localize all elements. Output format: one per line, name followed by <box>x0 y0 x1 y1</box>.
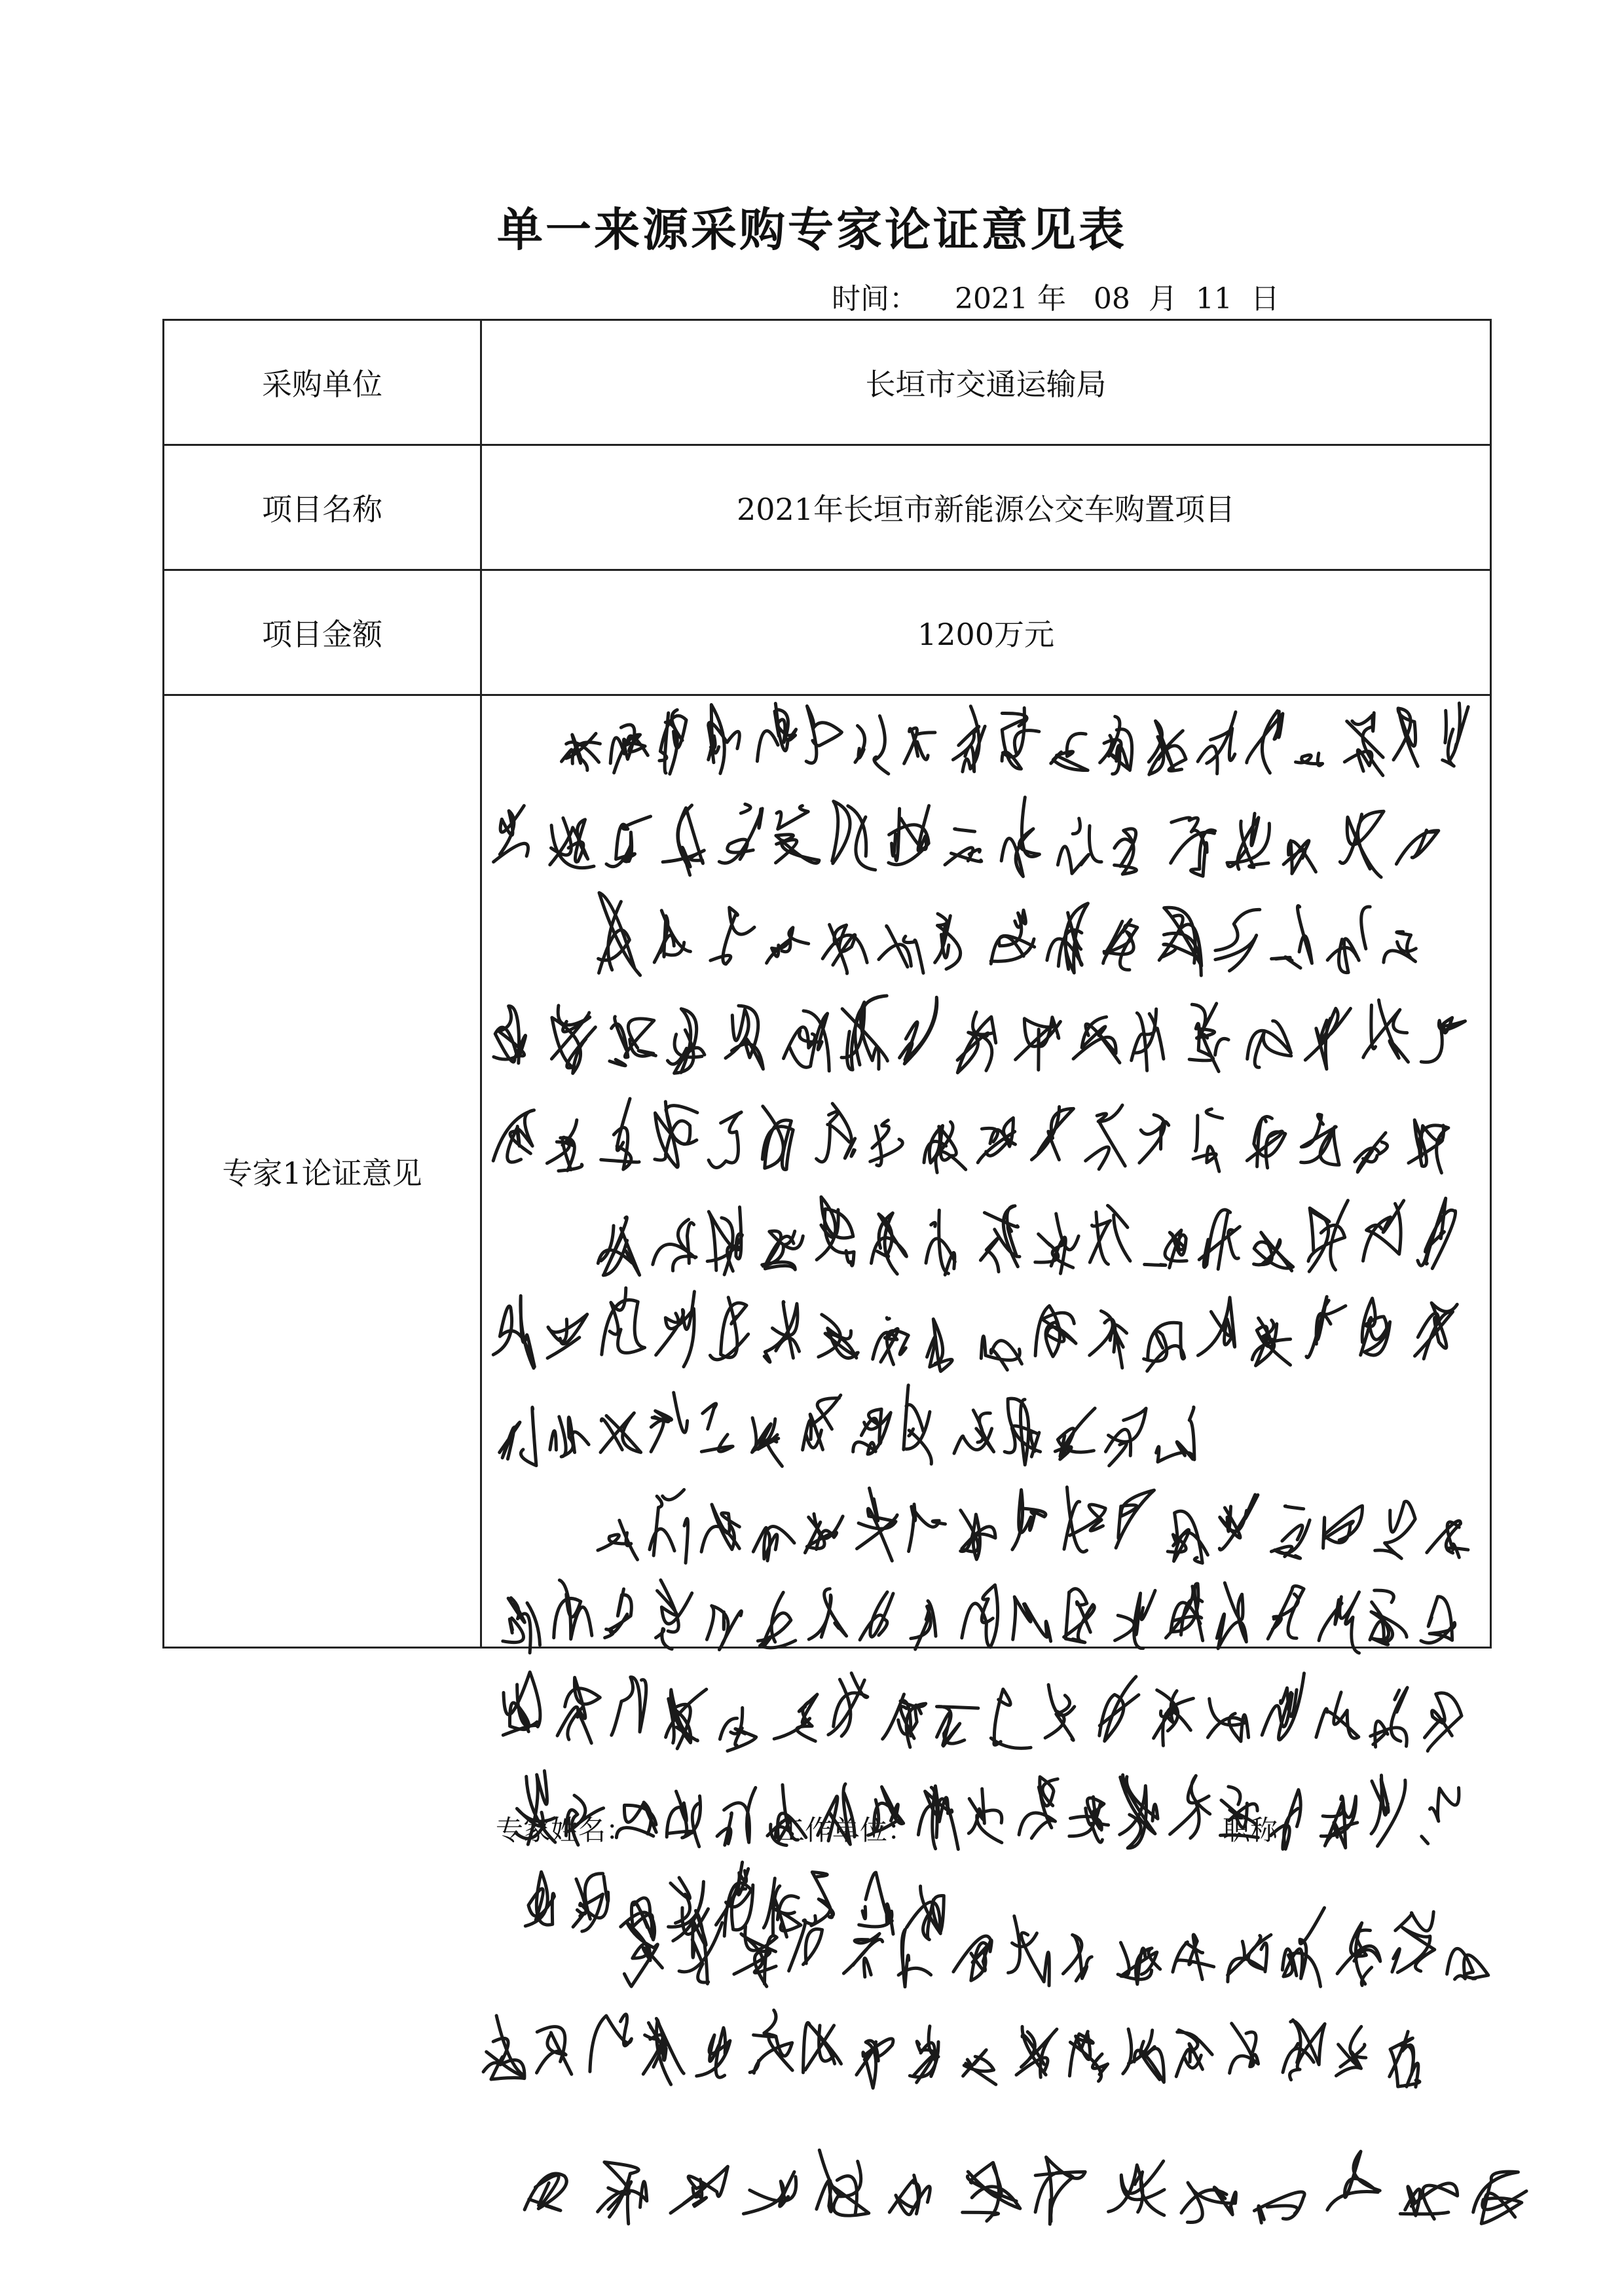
handwritten-stroke <box>805 1514 843 1553</box>
handwritten-stroke <box>1116 1490 1154 1548</box>
handwritten-stroke <box>1058 818 1101 873</box>
handwritten-stroke <box>1306 1297 1346 1358</box>
handwritten-stroke <box>1344 713 1383 776</box>
handwritten-stroke <box>752 1418 782 1467</box>
handwritten-stroke <box>1271 1506 1310 1558</box>
date-year-unit: 年 <box>1037 282 1066 316</box>
handwritten-stroke <box>945 829 982 865</box>
handwritten-stroke <box>643 2018 684 2086</box>
handwritten-stroke <box>1363 1000 1409 1063</box>
handwritten-stroke <box>562 733 600 770</box>
handwritten-stroke <box>1316 1692 1359 1738</box>
handwritten-stroke <box>598 1217 639 1275</box>
handwritten-stroke <box>550 818 594 867</box>
handwritten-stroke <box>701 1504 739 1552</box>
handwritten-stroke <box>525 2174 566 2210</box>
handwritten-stroke <box>924 1122 966 1173</box>
handwritten-stroke <box>554 1580 592 1639</box>
handwritten-stroke <box>500 1408 536 1466</box>
handwritten-stroke <box>1064 1487 1105 1561</box>
handwritten-stroke <box>493 1296 534 1368</box>
project-amount-value: 1200万元 <box>481 570 1491 695</box>
handwritten-stroke <box>961 1510 995 1559</box>
handwritten-stroke <box>590 2014 632 2072</box>
handwritten-stroke <box>1055 1408 1095 1459</box>
handwritten-stroke <box>953 706 985 772</box>
handwritten-stroke <box>1363 1201 1404 1261</box>
handwritten-stroke <box>719 804 762 863</box>
handwritten-stroke <box>1301 1114 1339 1165</box>
handwritten-stroke <box>1283 818 1317 873</box>
handwritten-stroke <box>1421 1597 1455 1643</box>
form-title: 单一来源采购专家论证意见表 <box>497 202 1127 257</box>
handwritten-stroke <box>1013 1597 1051 1641</box>
handwritten-stroke <box>710 907 754 964</box>
handwritten-stroke <box>707 1606 741 1650</box>
handwritten-stroke <box>1252 1318 1290 1366</box>
handwritten-stroke <box>573 1874 608 1931</box>
handwritten-stroke <box>1393 708 1418 767</box>
expert-opinion-label: 专家1论证意见 <box>164 695 481 1648</box>
handwritten-stroke <box>666 1689 707 1749</box>
handwritten-stroke <box>762 1228 803 1269</box>
handwritten-stroke <box>1045 1685 1082 1740</box>
handwritten-stroke <box>1247 711 1283 773</box>
handwritten-stroke <box>991 1689 1031 1748</box>
handwritten-stroke <box>822 924 867 974</box>
handwritten-stroke <box>1198 1298 1234 1356</box>
date-year: 2021 <box>954 282 1028 316</box>
handwritten-stroke <box>860 1592 893 1640</box>
handwritten-stroke <box>1418 1198 1456 1268</box>
handwritten-stroke <box>1217 1583 1246 1649</box>
handwritten-stroke <box>900 997 937 1064</box>
handwritten-stroke <box>750 2010 792 2073</box>
handwritten-stroke <box>707 1207 742 1275</box>
handwritten-stroke <box>1409 1120 1449 1173</box>
handwritten-stroke <box>1100 716 1132 774</box>
handwritten-stroke <box>1176 2030 1212 2077</box>
purchaser-label: 采购单位 <box>164 320 481 445</box>
handwritten-stroke <box>557 1677 600 1743</box>
handwritten-stroke <box>1321 1794 1357 1848</box>
handwritten-stroke <box>883 1694 926 1747</box>
handwritten-stroke <box>767 1785 806 1845</box>
handwritten-stroke <box>656 1292 695 1367</box>
handwritten-stroke <box>1421 1017 1465 1062</box>
handwritten-stroke <box>1063 1935 1092 1984</box>
handwritten-stroke <box>605 1589 632 1637</box>
handwritten-stroke <box>667 1791 700 1847</box>
handwritten-stroke <box>806 706 841 763</box>
handwritten-stroke <box>1171 811 1215 876</box>
handwritten-stroke <box>803 2023 841 2073</box>
handwritten-stroke <box>1073 1017 1120 1063</box>
handwritten-stroke <box>784 1011 830 1071</box>
handwritten-stroke <box>963 2049 996 2085</box>
handwritten-stroke <box>926 1211 955 1275</box>
handwritten-stroke <box>503 1598 540 1653</box>
handwritten-stroke <box>1069 1797 1109 1842</box>
handwritten-stroke <box>753 1527 794 1561</box>
handwritten-stroke <box>962 1585 998 1647</box>
handwritten-stroke <box>910 2026 938 2087</box>
handwritten-stroke <box>598 1520 638 1559</box>
handwritten-stroke <box>697 2028 736 2077</box>
handwritten-stroke <box>650 1489 688 1563</box>
handwritten-stroke <box>616 1802 656 1838</box>
handwritten-stroke <box>757 704 796 761</box>
handwritten-stroke <box>601 1099 639 1169</box>
handwritten-stroke <box>709 1112 741 1168</box>
handwritten-stroke <box>868 1787 908 1848</box>
handwritten-stroke <box>1139 1115 1169 1163</box>
handwritten-stroke <box>1035 1214 1079 1273</box>
handwritten-stroke <box>855 716 889 774</box>
handwritten-stroke <box>537 2027 572 2075</box>
handwritten-stroke <box>1031 1107 1073 1160</box>
date-month-unit: 月 <box>1148 282 1177 316</box>
handwritten-stroke <box>980 1206 1020 1272</box>
handwritten-stroke <box>1384 932 1416 969</box>
handwritten-stroke <box>1361 1298 1390 1355</box>
handwritten-stroke <box>1069 2032 1107 2081</box>
handwritten-stroke <box>817 1104 855 1162</box>
handwritten-stroke <box>935 914 961 970</box>
date-day: 11 <box>1195 282 1232 316</box>
handwritten-stroke <box>1447 1934 1488 1980</box>
handwritten-stroke <box>1115 1590 1156 1648</box>
handwritten-stroke <box>1115 829 1137 874</box>
handwritten-stroke <box>1340 811 1384 877</box>
handwritten-stroke <box>764 1878 801 1937</box>
work-unit-label: 工作单位： <box>777 1814 915 1846</box>
handwritten-stroke <box>717 1788 756 1846</box>
handwritten-stroke <box>494 1006 526 1063</box>
handwritten-stroke <box>1120 1775 1158 1848</box>
handwritten-stroke <box>981 1336 1022 1370</box>
handwritten-stroke <box>1371 1688 1407 1747</box>
handwritten-stroke <box>663 805 704 875</box>
handwritten-stroke <box>701 1404 733 1451</box>
handwritten-stroke <box>1443 703 1473 766</box>
handwritten-stroke <box>1262 1673 1304 1740</box>
handwritten-stroke <box>1156 1407 1194 1462</box>
handwritten-stroke <box>483 2016 525 2079</box>
handwritten-stroke <box>809 1589 846 1639</box>
handwritten-stroke <box>1355 1133 1388 1172</box>
handwritten-stroke <box>1145 1230 1187 1267</box>
handwritten-stroke <box>803 1395 841 1450</box>
handwritten-stroke <box>1375 1501 1416 1558</box>
handwritten-stroke <box>819 1315 858 1358</box>
handwritten-stroke <box>1051 733 1088 770</box>
handwritten-stroke <box>872 1211 907 1274</box>
handwritten-stroke <box>1327 2151 1380 2210</box>
handwritten-stroke <box>1170 1776 1210 1838</box>
handwritten-stroke <box>828 1673 868 1736</box>
handwritten-stroke <box>1016 2027 1057 2087</box>
handwritten-stroke <box>1473 2172 1526 2223</box>
handwritten-stroke <box>1208 1699 1248 1741</box>
handwritten-stroke <box>1227 814 1270 869</box>
handwritten-stroke <box>1008 1916 1050 1986</box>
handwritten-stroke <box>1337 1923 1380 1986</box>
handwritten-stroke <box>1370 1590 1407 1645</box>
handwritten-stroke <box>1193 1109 1223 1171</box>
date-month: 08 <box>1093 282 1130 316</box>
handwritten-stroke <box>1422 1788 1459 1844</box>
handwritten-stroke <box>1047 903 1088 973</box>
handwritten-stroke <box>904 1385 931 1464</box>
handwritten-stroke <box>709 704 740 773</box>
handwritten-stroke <box>817 1197 854 1266</box>
date-day-unit: 日 <box>1250 282 1280 316</box>
handwritten-stroke <box>1270 1790 1301 1850</box>
handwritten-stroke <box>1392 1912 1435 1973</box>
handwritten-stroke <box>525 1872 554 1926</box>
handwritten-stroke <box>1181 2183 1236 2223</box>
handwritten-stroke <box>843 1922 883 1977</box>
handwritten-stroke <box>1149 721 1186 774</box>
project-name-label: 项目名称 <box>164 445 481 570</box>
handwritten-stroke <box>889 806 930 865</box>
handwritten-stroke <box>550 1395 589 1457</box>
handwritten-stroke <box>599 893 640 975</box>
handwritten-stroke <box>566 1795 604 1845</box>
handwritten-stroke <box>610 1017 656 1066</box>
purchaser-value: 长垣市交通运输局 <box>481 320 1491 445</box>
handwritten-stroke <box>1012 1490 1046 1550</box>
handwritten-stroke <box>1400 2183 1457 2219</box>
handwritten-stroke <box>651 1393 688 1451</box>
handwritten-stroke <box>493 1110 534 1162</box>
handwritten-stroke <box>1132 1009 1164 1070</box>
handwritten-stroke <box>969 1789 1002 1842</box>
handwritten-stroke <box>774 1694 817 1741</box>
handwritten-stroke <box>1254 2192 1304 2223</box>
handwritten-stroke <box>937 1707 978 1746</box>
handwritten-stroke <box>776 806 819 864</box>
handwritten-stroke <box>1198 712 1236 774</box>
handwritten-stroke <box>1109 2161 1164 2215</box>
handwritten-stroke <box>1090 1205 1130 1264</box>
handwritten-stroke <box>624 1922 662 1986</box>
handwritten-stroke <box>904 728 935 763</box>
handwritten-stroke <box>1327 907 1370 973</box>
handwritten-stroke <box>654 911 690 962</box>
handwritten-stroke <box>610 725 648 773</box>
handwritten-stroke <box>978 1118 1015 1163</box>
handwritten-stroke <box>907 1886 944 1940</box>
handwritten-stroke <box>1319 1592 1359 1653</box>
handwritten-stroke <box>762 1106 793 1170</box>
handwritten-stroke <box>1019 1777 1058 1838</box>
handwritten-stroke <box>1336 2027 1365 2076</box>
handwritten-stroke <box>1154 1690 1194 1749</box>
handwritten-stroke <box>710 1298 748 1360</box>
handwritten-stroke <box>764 1302 799 1362</box>
handwritten-stroke <box>598 2162 647 2224</box>
handwritten-stroke <box>758 1592 796 1648</box>
handwritten-stroke <box>1247 1021 1291 1067</box>
handwritten-stroke <box>841 996 887 1073</box>
handwritten-stroke <box>767 928 809 963</box>
handwritten-stroke <box>889 2163 930 2215</box>
handwritten-stroke <box>667 1009 705 1073</box>
handwritten-stroke <box>1144 1322 1185 1371</box>
handwritten-stroke <box>516 1771 555 1844</box>
handwritten-stroke <box>656 1580 692 1649</box>
handwritten-stroke <box>859 1864 893 1934</box>
handwritten-stroke <box>1268 1586 1304 1639</box>
handwritten-stroke <box>1168 1499 1208 1563</box>
handwritten-stroke <box>602 1288 645 1355</box>
job-title-label: 职称： <box>1223 1814 1306 1846</box>
handwritten-stroke <box>1254 1232 1293 1271</box>
handwritten-stroke <box>1283 2020 1325 2080</box>
handwritten-stroke <box>1215 909 1260 971</box>
handwritten-stroke <box>873 1318 909 1364</box>
handwritten-stroke <box>612 1677 650 1736</box>
handwritten-stroke <box>1323 1506 1363 1548</box>
handwritten-stroke <box>1221 1787 1259 1838</box>
handwritten-stroke <box>1035 2157 1085 2224</box>
handwritten-stroke <box>547 1120 582 1171</box>
handwritten-stroke <box>720 1708 756 1751</box>
handwritten-stroke <box>1166 1584 1202 1641</box>
project-name-value: 2021年长垣市新能源公交车购置项目 <box>481 445 1491 570</box>
handwritten-stroke <box>1002 708 1039 769</box>
handwritten-stroke <box>818 1784 855 1844</box>
handwritten-stroke <box>1123 2029 1164 2082</box>
handwritten-stroke <box>1099 1677 1139 1741</box>
handwritten-stroke <box>621 1878 655 1940</box>
handwritten-stroke <box>1371 1776 1405 1846</box>
handwritten-stroke <box>1219 1495 1258 1560</box>
handwritten-stroke <box>743 2172 796 2219</box>
handwritten-stroke <box>659 710 686 774</box>
handwritten-stroke <box>1105 1408 1146 1466</box>
handwritten-stroke <box>1001 797 1039 877</box>
handwritten-stroke <box>817 2150 869 2215</box>
handwritten-stroke <box>1296 710 1329 766</box>
handwritten-stroke <box>1396 830 1438 864</box>
handwritten-stroke <box>853 1409 891 1454</box>
handwritten-stroke <box>606 816 651 867</box>
handwritten-stroke <box>734 1926 777 1986</box>
handwritten-stroke <box>653 1220 696 1271</box>
handwritten-stroke <box>1173 1935 1214 1980</box>
handwritten-stroke <box>1005 1398 1041 1465</box>
handwritten-stroke <box>857 2028 896 2088</box>
handwritten-stroke <box>857 1488 898 1561</box>
handwritten-stroke <box>927 1319 963 1372</box>
handwritten-stroke <box>1230 2024 1259 2073</box>
handwritten-stroke <box>551 1006 595 1074</box>
handwritten-stroke <box>600 1410 641 1452</box>
project-amount-label: 项目金额 <box>164 570 481 695</box>
handwritten-stroke <box>1159 907 1204 975</box>
handwritten-stroke <box>963 2162 1020 2221</box>
handwritten-stroke <box>832 801 876 870</box>
handwritten-stroke <box>1425 1693 1462 1751</box>
handwritten-stroke <box>655 1102 697 1167</box>
handwritten-stroke <box>1308 1201 1348 1272</box>
handwritten-stroke <box>1305 1008 1350 1069</box>
handwritten-stroke <box>1390 2032 1420 2087</box>
handwritten-stroke <box>1064 1589 1095 1643</box>
handwritten-stroke <box>1103 920 1137 970</box>
handwritten-stroke <box>1189 1004 1228 1072</box>
handwritten-stroke <box>1228 1935 1271 1982</box>
handwritten-stroke <box>909 1504 946 1552</box>
handwritten-stroke <box>1427 1514 1468 1558</box>
handwritten-stroke <box>726 1005 771 1069</box>
handwritten-stroke <box>991 910 1035 964</box>
handwritten-stroke <box>954 1410 994 1453</box>
handwritten-stroke <box>1016 1017 1061 1070</box>
handwritten-stroke <box>911 1601 936 1649</box>
handwritten-stroke <box>957 1012 996 1073</box>
handwritten-stroke <box>1282 1908 1324 1986</box>
handwritten-stroke <box>1090 1311 1127 1368</box>
handwritten-stroke <box>494 806 528 862</box>
handwritten-stroke <box>870 1120 903 1166</box>
handwritten-stroke <box>918 1786 958 1850</box>
expert-name-label: 专家姓名： <box>496 1814 634 1846</box>
handwritten-stroke <box>1035 1306 1076 1357</box>
handwritten-stroke <box>953 1936 991 1980</box>
handwritten-stroke <box>1272 906 1312 968</box>
handwritten-stroke <box>879 926 923 973</box>
handwritten-stroke <box>1118 1942 1160 1984</box>
handwritten-stroke <box>1247 1116 1285 1167</box>
date-label: 时间： <box>832 282 918 316</box>
handwritten-stroke <box>1086 1105 1126 1169</box>
handwritten-stroke <box>671 2166 728 2213</box>
handwritten-stroke <box>503 1672 540 1735</box>
handwritten-stroke <box>1415 1303 1458 1358</box>
handwritten-stroke <box>547 1315 587 1358</box>
handwritten-stroke <box>1199 1210 1240 1269</box>
